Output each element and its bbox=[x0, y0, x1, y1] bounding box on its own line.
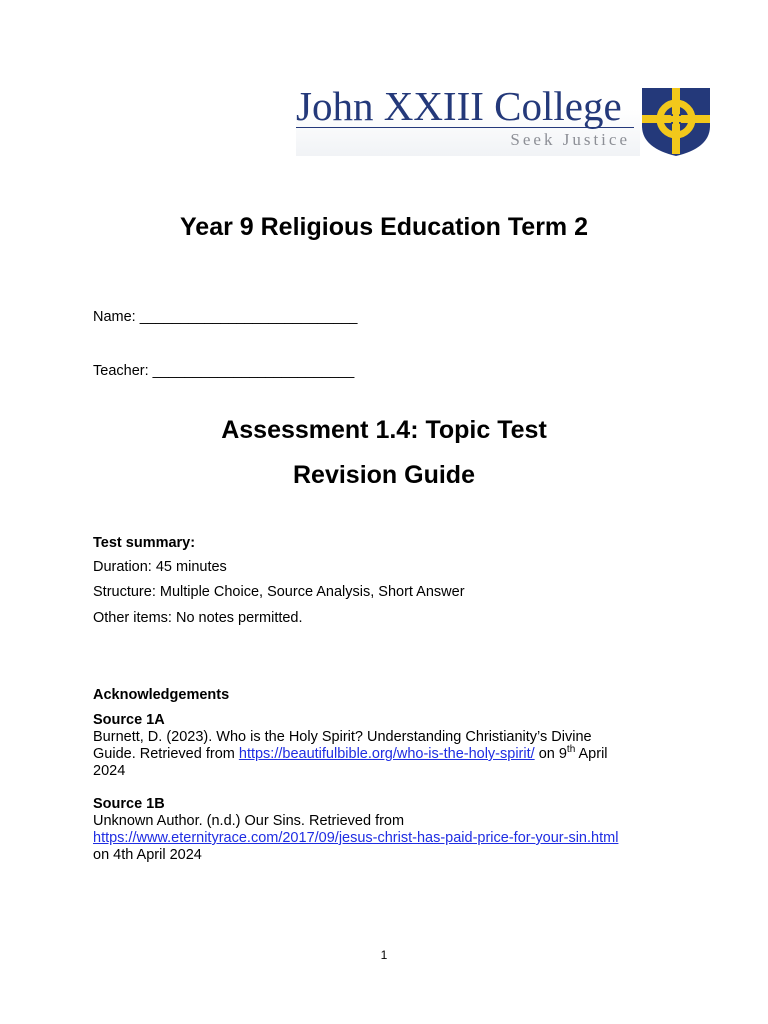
college-motto: Seek Justice bbox=[510, 130, 630, 149]
source-1b-label: Source 1B bbox=[93, 796, 165, 812]
source-1a-retrieved-text: Guide. Retrieved from bbox=[93, 746, 235, 762]
assessment-title: Assessment 1.4: Topic Test bbox=[221, 416, 547, 444]
source-1a-date-after: April bbox=[578, 746, 608, 762]
college-name: John XXIII College bbox=[296, 83, 622, 129]
college-logo bbox=[296, 84, 716, 160]
source-1b-date: on 4th April 2024 bbox=[93, 847, 202, 863]
acknowledgements-heading: Acknowledgements bbox=[93, 687, 230, 703]
source-1a-link[interactable]: https://beautifulbible.org/who-is-the-holy-spirit/ bbox=[238, 746, 535, 762]
source-1b-link-line bbox=[93, 829, 618, 847]
source-1a-date-before: on 9 bbox=[538, 746, 567, 762]
revision-guide-title: Revision Guide bbox=[293, 461, 475, 489]
duration-text: Duration: 45 minutes bbox=[93, 559, 227, 575]
logo-rule bbox=[296, 127, 634, 128]
name-field[interactable] bbox=[93, 308, 357, 326]
name-label: Name: bbox=[93, 309, 136, 325]
other-items-text: Other items: No notes permitted. bbox=[93, 610, 303, 626]
teacher-label: Teacher: bbox=[93, 363, 149, 379]
crest-icon bbox=[640, 86, 712, 158]
test-summary-heading: Test summary: bbox=[93, 535, 196, 551]
teacher-field[interactable] bbox=[93, 362, 354, 380]
document-title: Year 9 Religious Education Term 2 bbox=[180, 213, 588, 241]
logo-wordmark bbox=[296, 84, 640, 156]
source-1a-year: 2024 bbox=[93, 763, 126, 779]
teacher-blank: _________________________ bbox=[152, 363, 355, 379]
name-blank: ___________________________ bbox=[139, 309, 358, 325]
source-1a-citation-line2 bbox=[93, 745, 608, 763]
source-1b-citation-line1: Unknown Author. (n.d.) Our Sins. Retrieved from bbox=[93, 813, 405, 829]
page-number: 1 bbox=[380, 948, 388, 962]
source-1a-citation-line1: Burnett, D. (2023). Who is the Holy Spirit? Understanding Christianity’s Divine bbox=[93, 729, 592, 745]
source-1a-date-suffix: th bbox=[566, 744, 576, 756]
structure-text: Structure: Multiple Choice, Source Analysis, Short Answer bbox=[93, 584, 465, 600]
source-1b-link[interactable]: https://www.eternityrace.com/2017/09/jesus-christ-has-paid-price-for-your-sin.html bbox=[93, 830, 619, 846]
source-1a-label: Source 1A bbox=[93, 712, 165, 728]
